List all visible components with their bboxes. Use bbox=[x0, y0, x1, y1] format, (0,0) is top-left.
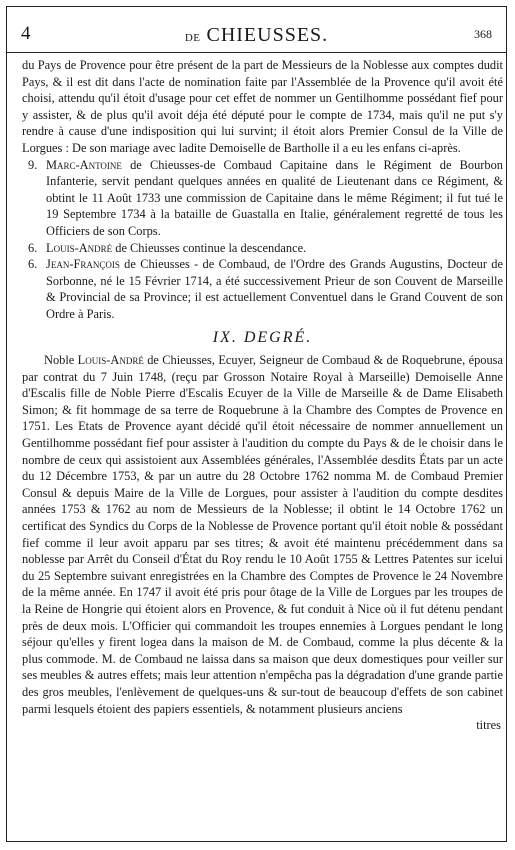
main-paragraph bbox=[22, 352, 503, 717]
page-header bbox=[7, 7, 506, 53]
child-entry-jean-francois bbox=[22, 256, 503, 322]
entry-text: de Chieusses - de Combaud, de l'Ordre des Grands Augustins, Docteur de Sorbonne, né le 15 Février 1714, a été successivement Prieur de son Couvent de Marseille & Provincial de sa Province; il est actuellement Conventuel dans le Grand Couvent de son Ordre à Paris. bbox=[46, 257, 503, 321]
child-entry-marc-antoine bbox=[22, 157, 503, 240]
entry-name: Louis-André bbox=[46, 240, 113, 255]
main-name: Louis-André bbox=[77, 353, 144, 368]
entry-text: de Chieusses continue la descendance. bbox=[112, 240, 307, 255]
running-title-main: CHIEUSSES. bbox=[206, 24, 329, 46]
page-body bbox=[22, 57, 503, 734]
entry-number: 6. bbox=[28, 257, 38, 272]
child-entry-louis-andre bbox=[22, 240, 503, 257]
main-lead: Noble bbox=[44, 353, 78, 368]
main-text: de Chieusses, Ecuyer, Seigneur de Combaud & de Roquebrune, épousa par contrat du 7 Juin 1748, (reçu par Grosson Notaire Royal à Marseille) Demoiselle Anne d'Escalis fille de Noble Pierre d'Escalis Ecuyer de la Ville de Marseille & de Dame Elisabeth Simon; & fit hommage de sa terre de Roquebrune à la Chambre des Comptes de Provence en 1751. Les Etats de Provence ayant décidé qu'il étoit nécessaire de nommer annuellement un Gentilhomme possédant fief pour assister à l'audition du compte du Pays & de le choisir dans le nombre de ceux qui assistoient aux Assemblées générales, l'Assemblée desdits États par un acte du 12 Décembre 1753, & par un autre du 28 Octobre 1762 nomma M. de Combaud Premier Consul & depuis Maire de la Ville de Lorgues, pour assister à l'audition du compte desdites années 1753 & 1762 au nom de Messieurs de la Noblesse; il obtint le 14 Octobre 1762 un certificat des Syndics du Corps de la Noblesse de Provence portant qu'il étoit noble & possédant fief comme il leur avoit apparu par ses titres; & avoit été maintenu précédemment dans sa noblesse par Arrêt du Conseil d'État du Roy rendu le 10 Août 1755 & Lettres Patentes sur icelui du 25 Septembre suivant enregistrées en la Chambre des Comptes de Provence le 24 Novembre de la même année. En 1747 il avoit été pris pour ôtage de la Ville de Lorgues par les troupes de la Reine de Hongrie qui étoient alors en Provence, & fut conduit à Nice où il fut détenu pendant près de deux mois. L'Officier qui commandoit les troupes ennemies à Lorgues pendant le long séjour qu'elles y firent logea dans la maison de M. de Combaud, comme la plus décente & la plus commode. M. de Combaud ne laissa dans sa maison que deux domestiques pour veiller sur ses meubles & autres effets; mais leur attention n'empêcha pas la dégradation d'une grande partie des gros meubles, l'enlèvement de quelques-uns & sur-tout de beaucoup d'effets de son cabinet parmi lesquels étoient des papiers essentiels, & notamment plusieurs anciens bbox=[22, 353, 503, 716]
page-number: 4 bbox=[21, 23, 31, 44]
running-title bbox=[7, 24, 506, 47]
entry-number: 9. bbox=[28, 157, 38, 172]
catchword: titres bbox=[476, 718, 501, 733]
folio-number: 368 bbox=[474, 27, 492, 41]
intro-paragraph: du Pays de Provence pour être présent de la part de Messieurs de la Noblesse aux comptes dudit Pays, & il est dit dans l'acte de nomination faite par l'Assemblée de la Provence qu'il avoit été choisi, attendu qu'il étoit d'usage pour cet effet de nommer un Gentilhomme possédant fief pour y assister, & de plus qu'il avoit déja été député pour le compte de 1734, mais qu'il ne put s'y rendre à cause d'une indisposition qui lui survint; il étoit alors Premier Consul de la Ville de Lorgues : De son mariage avec ladite Demoiselle de Bartholle il a eu les enfans ci-après. bbox=[22, 58, 503, 155]
running-title-prefix: de bbox=[184, 29, 201, 45]
entry-name: Jean-François bbox=[46, 257, 120, 272]
entry-number: 6. bbox=[28, 240, 38, 255]
entry-name: Marc-Antoine bbox=[46, 157, 122, 172]
degree-heading: IX. DEGRÉ. bbox=[212, 328, 313, 346]
entry-text: de Chieusses-de Combaud Capitaine dans le Régiment de Bourbon Infanterie, servit pendant quelques années en qualité de Lieutenant dans ce Régiment, & obtint le 11 Août 1733 une commission de Capitaine dans le même Régiment; il fut tué le 19 Septembre 1734 à la bataille de Guastalla en Italie, généralement regretté de tous les Officiers de son Corps. bbox=[46, 157, 503, 238]
